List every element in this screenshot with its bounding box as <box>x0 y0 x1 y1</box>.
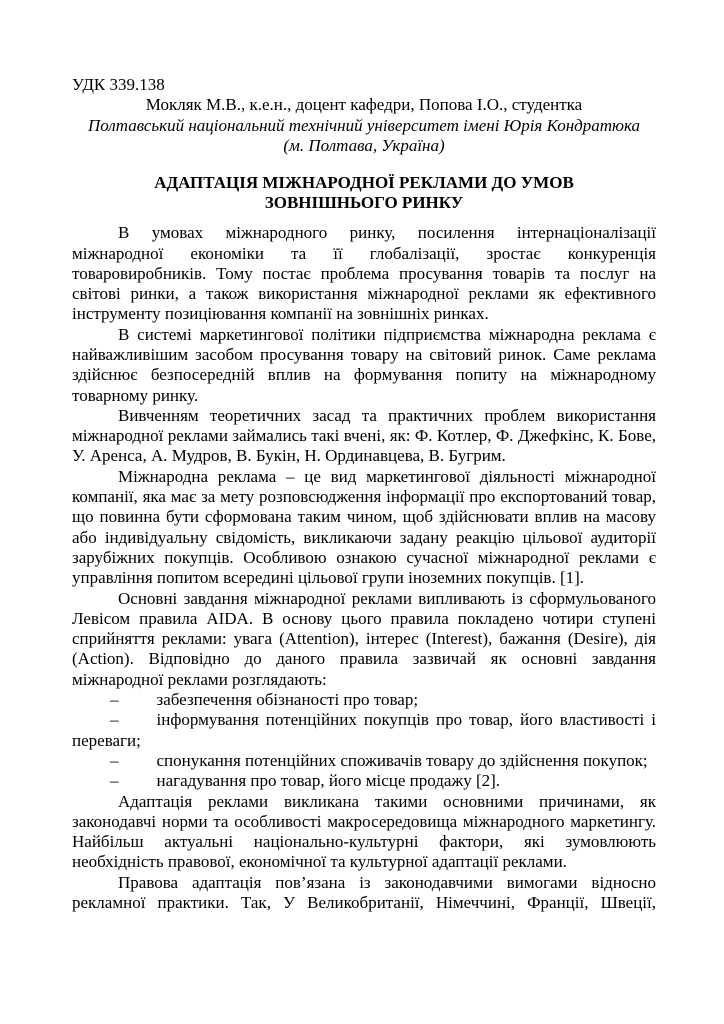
paragraph-adaptation-causes: Адаптація реклами викликана такими основними причинами, як законодавчі норми та особливості макросередовища міжнародного маркетингу. Найбільш актуальні національно-культурні фактори, які зумовлюють необхідність правової, економічної та культурної адаптації реклами. <box>72 791 656 872</box>
list-item <box>72 690 656 710</box>
article-title-line-1: АДАПТАЦІЯ МІЖНАРОДНОЇ РЕКЛАМИ ДО УМОВ <box>154 172 574 192</box>
list-dash: – <box>110 771 119 791</box>
article-title-line-2: ЗОВНІШНЬОГО РИНКУ <box>264 193 464 213</box>
paragraph-legal-adaptation: Правова адаптація пов’язана із законодавчими вимогами відносно рекламної практики. Так, У Великобританії, Німеччині, Франції, Швеції, <box>72 872 656 913</box>
list-item-text: спонукання потенційних споживачів товару до здійснення покупок; <box>156 750 648 770</box>
affiliation-line: Полтавський національний технічний університет імені Юрія Кондратюка <box>87 115 641 135</box>
list-item <box>72 710 656 751</box>
list-item-text: нагадування про товар, його місце продажу [2]. <box>156 771 501 791</box>
article-title <box>72 173 656 215</box>
paragraph-aida: Основні завдання міжнародної реклами випливають із сформульованого Левісом правила AIDA. В основу цього правила покладено чотири ступені сприйняття реклами: увага (Attention), інтерес (Interest), бажання (Desire), дія (Action). Відповідно до даного правила зазвичай як основні завдання міжнародної реклами розглядають: <box>72 588 656 689</box>
location-line: (м. Полтава, Україна) <box>283 136 445 156</box>
list-dash: – <box>110 750 119 770</box>
authors-line: Мокляк М.В., к.е.н., доцент кафедри, Попова І.О., студентка <box>145 95 583 115</box>
list-item <box>72 771 656 791</box>
list-item <box>72 751 656 771</box>
paragraph-marketing-policy: В системі маркетингової політики підприємства міжнародна реклама є найважливішим засобом просування товару на світовий ринок. Саме реклама здійснює безпосередній вплив на формування попиту на міжнародному товарному ринку. <box>72 324 656 405</box>
paragraph-definition: Міжнародна реклама – це вид маркетингової діяльності міжнародної компанії, яка має за мету розповсюдження інформації про експортований товар, що повинна бути сформована таким чином, щоб здійснювати вплив на масову або індивідуальну свідомість, викликаючи задану реакцію цільової аудиторії зарубіжних покупців. Особливою ознакою сучасної міжнародної реклами є управління попитом всередині цільової групи іноземних покупців. [1]. <box>72 466 656 588</box>
list-item-text: забезпечення обізнаності про товар; <box>156 690 419 710</box>
paragraph-researchers: Вивченням теоретичних засад та практичних проблем використання міжнародної реклами займались такі вчені, як: Ф. Котлер, Ф. Джефкінс, К. Бове, У. Аренса, А. Мудров, В. Букін, Н. Ординавцева, В. Бугрим. <box>72 405 656 466</box>
paragraph-intro: В умовах міжнародного ринку, посилення інтернаціоналізації міжнародної економіки та її глобалізації, зростає конкуренція товаровиробників. Тому постає проблема просування товарів та послуг на світові ринки, а також використання міжнародної реклами як ефективного інструменту позиціювання компанії на зовнішніх ринках. <box>72 223 656 324</box>
udc-code: УДК 339.138 <box>72 75 165 94</box>
list-dash: – <box>110 690 119 710</box>
list-item-text: інформування потенційних покупців про товар, його властивості і переваги; <box>72 710 656 750</box>
list-dash: – <box>110 710 119 730</box>
